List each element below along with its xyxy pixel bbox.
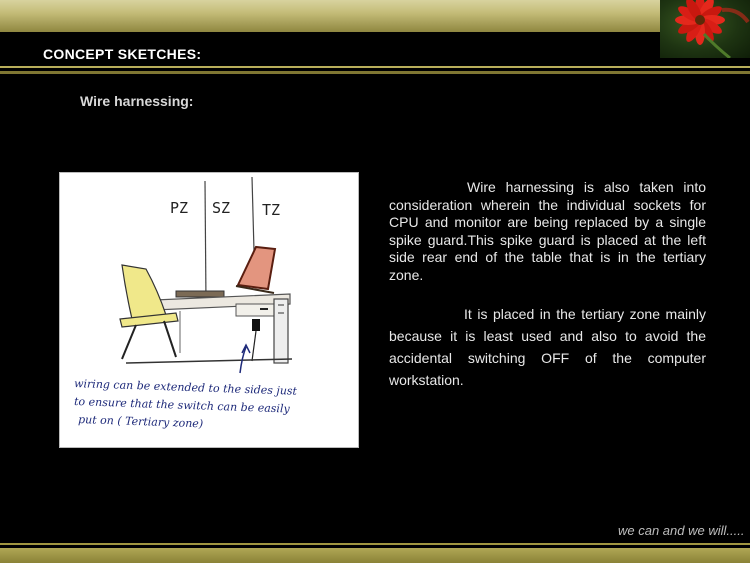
header-divider: [0, 66, 750, 68]
slide-subtitle: Wire harnessing:: [80, 93, 194, 109]
description-paragraph-1: Wire harnessing is also taken into consideration wherein the individual sockets for CPU and monitor are being replaced by a single spike guard.This spike guard is placed at the left side rear end of the table that is in the tertiary zone.: [389, 179, 706, 283]
zone-label-tz: TZ: [262, 201, 281, 219]
sketch-note-line-2: to ensure that the switch can be easily: [73, 395, 290, 416]
description-paragraph-2: It is placed in the tertiary zone mainly because it is least used and also to avoid the accidental switching OFF of the computer workstation.: [389, 306, 706, 388]
header-divider-lower: [0, 71, 750, 74]
red-flower-photo: [660, 0, 750, 58]
sketch-note-line-1: wiring can be extended to the sides just: [73, 377, 298, 398]
header-title: CONCEPT SKETCHES:: [43, 46, 202, 62]
concept-sketch: [59, 172, 359, 448]
footer-divider: [0, 543, 750, 545]
zone-label-pz: PZ: [170, 199, 189, 217]
footer-tagline: we can and we will.....: [618, 523, 745, 538]
sketch-note-line-3: put on ( Tertiary zone): [77, 413, 204, 431]
bottom-band: [0, 548, 750, 563]
zone-label-sz: SZ: [212, 199, 231, 217]
top-band: [0, 0, 750, 32]
